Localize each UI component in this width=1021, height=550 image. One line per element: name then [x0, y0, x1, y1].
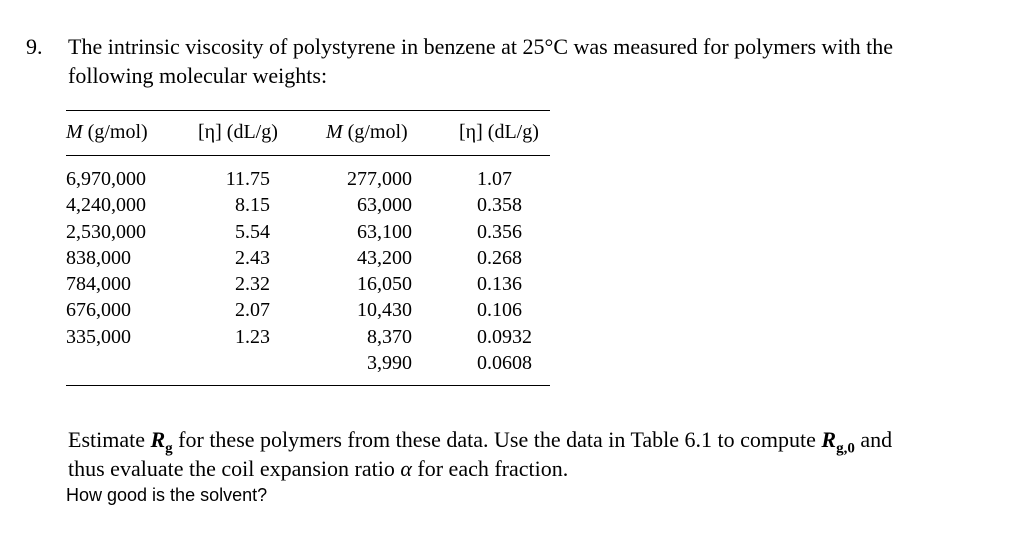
- table-cell: 2.07: [235, 299, 270, 322]
- table-cell: 784,000: [66, 273, 131, 296]
- table-cell: 10,430: [357, 299, 412, 322]
- rg-symbol: R: [150, 427, 166, 452]
- task-line-2: thus evaluate the coil expansion ratio α for each fraction.: [68, 456, 569, 481]
- header-molecular-weight-right: [326, 120, 408, 144]
- column-left-viscosity: [190, 166, 270, 350]
- rg0-symbol: R: [821, 427, 837, 452]
- column-right-viscosity: [477, 166, 552, 376]
- table-cell: 2.32: [235, 273, 270, 296]
- m-unit: (g/mol): [342, 121, 408, 143]
- column-right-molecular-weight: [300, 166, 412, 376]
- table-cell: 2,530,000: [66, 220, 146, 243]
- table-cell: 8,370: [367, 325, 412, 348]
- table-cell: 0.0932: [477, 325, 532, 348]
- table-bottom-rule: [66, 385, 550, 386]
- table-cell: 277,000: [347, 168, 412, 190]
- table-cell: 838,000: [66, 246, 131, 269]
- table-cell: 0.268: [477, 246, 522, 269]
- alpha-symbol: α: [400, 456, 412, 481]
- table-cell: 0.358: [477, 194, 522, 217]
- table-cell: 676,000: [66, 299, 131, 322]
- problem-number: 9.: [26, 34, 43, 59]
- m-symbol: M: [326, 121, 343, 143]
- table-cell: 6,970,000: [66, 168, 146, 190]
- table-cell: 1.23: [235, 325, 270, 348]
- intro-line-2: following molecular weights:: [68, 63, 328, 88]
- table-cell: 2.43: [235, 246, 270, 269]
- rg0-subscript: g,0: [836, 440, 855, 457]
- solvent-question: How good is the solvent?: [66, 485, 268, 505]
- table-cell: 63,000: [357, 194, 412, 217]
- rg-subscript: g: [165, 440, 173, 457]
- table-cell: 8.15: [235, 194, 270, 217]
- table-cell: 1.07: [477, 168, 512, 190]
- m-symbol: M: [66, 121, 83, 143]
- table-cell: 0.106: [477, 299, 522, 322]
- table-header-rule: [66, 155, 550, 156]
- task-line-1: Estimate $R_g$ for these polymers from these data. Use the data in Table 6.1 to compute $R_{g,0}$ and: [68, 427, 893, 457]
- table-cell: 0.136: [477, 273, 522, 296]
- table-cell: 63,100: [357, 220, 412, 243]
- header-viscosity-right: [η] (dL/g): [459, 121, 539, 143]
- table-cell: 335,000: [66, 325, 131, 348]
- table-cell: 4,240,000: [66, 194, 146, 217]
- table-cell: 11.75: [225, 168, 270, 190]
- task-text: [68, 425, 1003, 483]
- table-cell: 43,200: [357, 246, 412, 269]
- table-cell: 3,990: [367, 352, 412, 375]
- column-left-molecular-weight: [66, 166, 176, 350]
- table-cell: 5.54: [235, 220, 270, 243]
- intro-line-1: The intrinsic viscosity of polystyrene in benzene at 25°C was measured for polymers with the: [68, 34, 894, 59]
- table-cell: 16,050: [357, 273, 412, 296]
- m-unit: (g/mol): [82, 121, 148, 143]
- problem-intro: [68, 32, 1003, 90]
- table-cell: 0.0608: [477, 352, 532, 375]
- table-cell: 0.356: [477, 220, 522, 243]
- table-top-rule: [66, 110, 550, 111]
- header-molecular-weight-left: [66, 120, 148, 144]
- header-viscosity-left: [η] (dL/g): [198, 121, 278, 143]
